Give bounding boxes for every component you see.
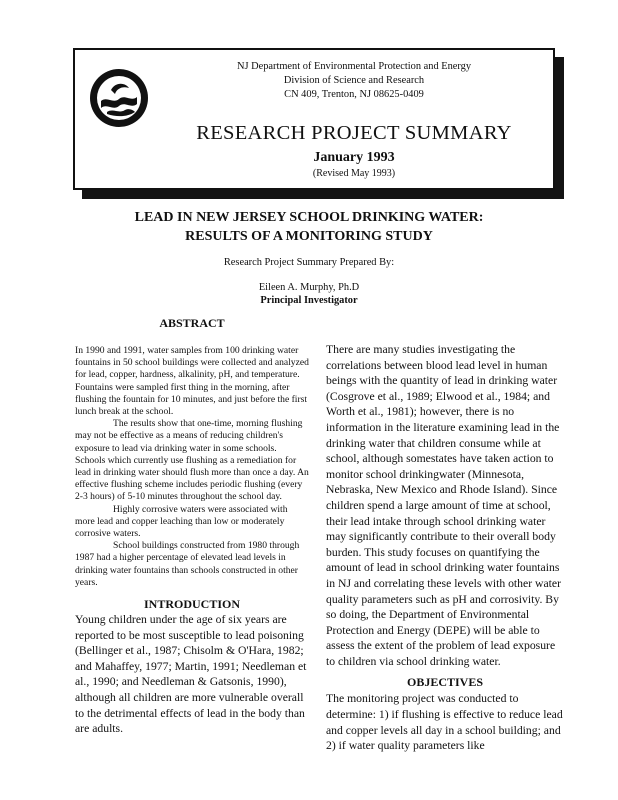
author-role: Principal Investigator (260, 295, 358, 306)
nj-dep-seal-icon (89, 68, 149, 128)
summary-title: RESEARCH PROJECT SUMMARY (196, 122, 512, 144)
abstract-body (75, 345, 309, 589)
abstract-paragraph: School buildings constructed from 1980 through 1987 had a higher percentage of elevated lead levels in drinking water fountains than schools constructed in other years. (75, 540, 300, 588)
document-title-line-2: RESULTS OF A MONITORING STUDY (185, 229, 433, 244)
abstract-paragraph: The results show that one-time, morning flushing may not be effective as a means of reducing children's exposure to lead via drinking water in some schools. Schools which currently use flushing as a remediation for lead in drinking water should flush more than once a day. An effective flushing scheme includes periodic flushing (every 2-3 hours) of 5-10 minutes throughout the school day. (75, 418, 309, 503)
org-name: NJ Department of Environmental Protection and Energy (236, 61, 472, 72)
abstract-heading: ABSTRACT (159, 316, 225, 330)
abstract-paragraph: Highly corrosive waters were associated with more lead and copper leaching than low or moderately corrosive waters. (75, 503, 288, 540)
org-address: CN 409, Trenton, NJ 08625-0409 (284, 89, 424, 100)
objectives-heading: OBJECTIVES (406, 675, 484, 690)
right-column (326, 342, 564, 754)
org-address-block (155, 60, 553, 102)
revised-date: (Revised May 1993) (312, 168, 396, 179)
introduction-paragraph: Young children under the age of six years are reported to be most susceptible to lead poisoning (Bellinger et al., 1987; Chisolm & O'Hara, 1982; and Mahaffey, 1977; Martin, 1991; Needleman et al., 1990; and Needleman & Gatsonis, 1990), although all children are more vulnerable overall to the detrimental effects of lead in the body than are adults. (75, 613, 307, 736)
org-division: Division of Science and Research (283, 75, 425, 86)
author-name: Eileen A. Murphy, Ph.D (258, 282, 360, 293)
left-column (75, 316, 309, 737)
introduction-heading: INTRODUCTION (143, 597, 240, 612)
header-box (73, 48, 555, 190)
prepared-by-label: Research Project Summary Prepared By: (223, 257, 395, 268)
abstract-paragraph: In 1990 and 1991, water samples from 100 drinking water fountains in 50 school buildings were collected and analyzed for lead, copper, hardness, alkalinity, pH, and temperature. Fountains were sampled first thing in the morning, after flushing the fountain for 10 minutes, and just before the first lunch break at the school. (75, 345, 309, 418)
document-title (60, 208, 558, 246)
background-paragraph: There are many studies investigating the correlations between blood lead level in human beings with the quantity of lead in drinking water (Cosgrove et al., 1989; Elwood et al., 1984; and Worth et al., 1981); however, there is no information in the literature examining lead in the drinking water that children consume while at school, although somestates have taken action to monitor school drinkingwater (Minnesota, Nebraska, New Mexico and Rhode Island). Since children spend a large amount of time at school, their lead intake through school drinking water may significantly contribute to their overall body burden. This study focuses on quantifying the amount of lead in school drinking water fountains in NJ and correlating these levels with other water quality parameters such as pH and corrosivity. By so doing, the Department of Environmental Protection and Energy (DEPE) will be able to assess the extent of the problem of lead exposure to children via school drinking water. (326, 343, 561, 668)
objectives-paragraph: The monitoring project was conducted to determine: 1) if flushing is effective to reduce lead and copper levels all day in a school building; and 2) if water quality parameters like (326, 692, 563, 753)
issue-date: January 1993 (313, 150, 395, 165)
document-title-line-1: LEAD IN NEW JERSEY SCHOOL DRINKING WATER: (134, 210, 484, 225)
author-block (0, 281, 618, 307)
